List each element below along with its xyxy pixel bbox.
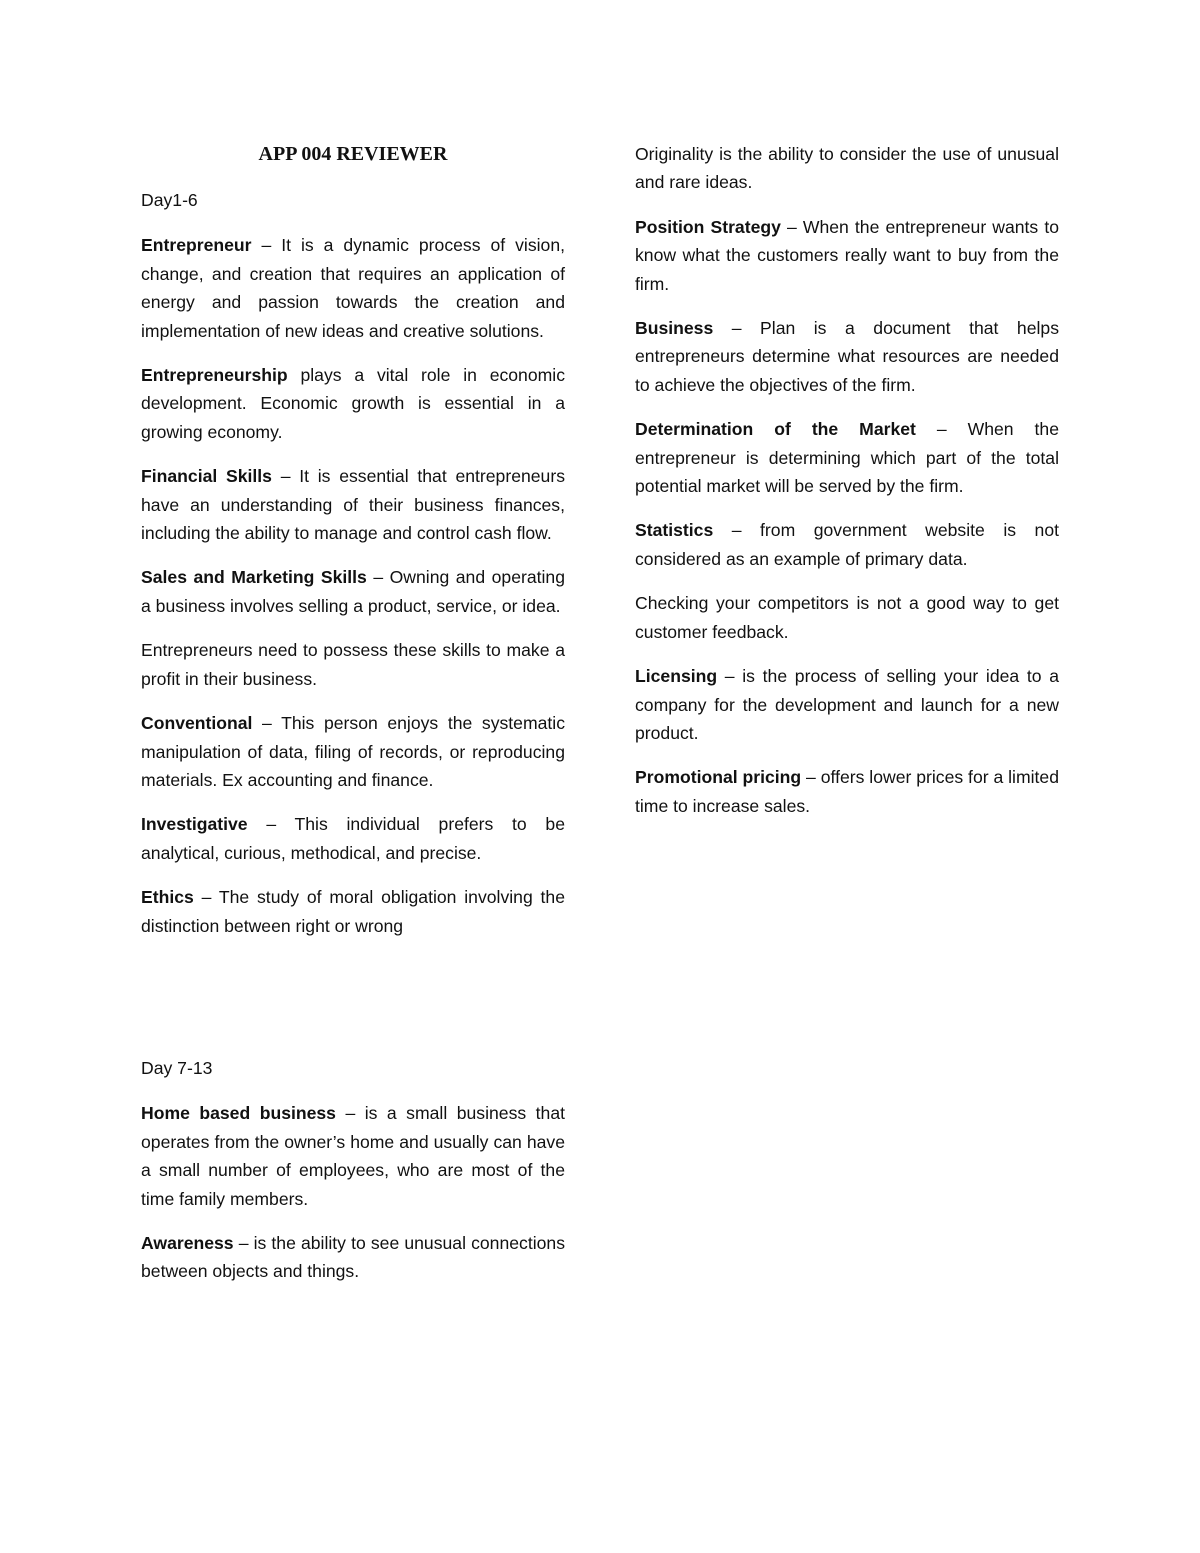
definition-position-strategy [635,213,1059,298]
definition-text: Checking your competitors is not a good way to get customer feedback. [635,593,1059,642]
term: Investigative [141,814,248,835]
definition-business-plan [635,314,1059,399]
right-column [635,140,1059,836]
definition-text: – is a small business that operates from the owner’s home and usually can have a small number of employees, who are most of the time family members. [141,1103,565,1209]
definition-text: – Plan is a document that helps entrepreneurs determine what resources are needed to achieve the objectives of the firm. [635,318,1059,395]
definition-text: – This individual prefers to be analytical, curious, methodical, and precise. [141,814,565,863]
term: Promotional pricing [635,767,802,788]
paragraph-competitors [635,589,1059,646]
definition-text: – is the ability to see unusual connections between objects and things. [141,1232,565,1282]
term: Ethics [141,887,194,908]
term: Sales and Marketing Skills [141,567,367,588]
section-gap [141,956,565,1054]
definition-awareness [141,1229,565,1286]
definition-text: – This person enjoys the systematic manipulation of data, filing of records, or reproducing materials. Ex accounting and finance. [141,713,565,790]
section-heading-day1-6: Day1-6 [141,190,198,210]
term: Conventional [141,713,253,734]
paragraph-originality [635,140,1059,197]
definition-conventional [141,709,565,794]
definition-text: – The study of moral obligation involving the distinction between right or wrong [141,887,565,936]
term: Licensing [635,666,718,687]
definition-licensing [635,662,1059,747]
definition-text: – When the entrepreneur wants to know what the customers really want to buy from the firm. [635,216,1059,294]
term: Financial Skills [141,466,272,487]
document-title: APP 004 REVIEWER [258,143,448,165]
definition-entrepreneurship [141,361,565,446]
term: Position Strategy [635,216,781,237]
paragraph-skills-note [141,636,565,693]
definition-statistics [635,516,1059,573]
definition-ethics [141,883,565,940]
term: Awareness [141,1232,234,1253]
term: Entrepreneur [141,235,252,256]
definition-text: Entrepreneurs need to possess these skills to make a profit in their business. [141,640,565,689]
term: Statistics [635,520,714,541]
term: Business [635,318,714,339]
definition-text: – offers lower prices for a limited time to increase sales. [635,767,1059,816]
definition-entrepreneur [141,231,565,345]
definition-financial-skills [141,462,565,547]
term: Home based business [141,1103,336,1124]
definition-text: plays a vital role in economic development. Economic growth is essential in a growing economy. [141,365,565,442]
definition-home-based-business [141,1099,565,1213]
definition-text: – When the entrepreneur is determining which part of the total potential market will be served by the firm. [635,419,1059,497]
definition-text: – is the process of selling your idea to a company for the development and launch for a new product. [635,666,1059,743]
section-heading-day7-13: Day 7-13 [141,1057,213,1078]
definition-promotional-pricing [635,763,1059,820]
term: Entrepreneurship [141,365,288,386]
definition-text: – from government website is not considered as an example of primary data. [635,520,1059,569]
definition-text: Originality is the ability to consider the use of unusual and rare ideas. [635,144,1059,193]
definition-text: – Owning and operating a business involves selling a product, service, or idea. [141,567,565,616]
definition-sales-marketing [141,563,565,620]
definition-investigative [141,810,565,867]
definition-text: – It is essential that entrepreneurs have an understanding of their business finances, including the ability to manage and control cash flow. [141,466,565,544]
definition-determination-market [635,415,1059,500]
term: Determination of the Market [635,419,916,440]
definition-text: – It is a dynamic process of vision, change, and creation that requires an application of energy and passion towards the creation and implementation of new ideas and creative solutions. [141,235,565,341]
left-column [141,140,565,1302]
